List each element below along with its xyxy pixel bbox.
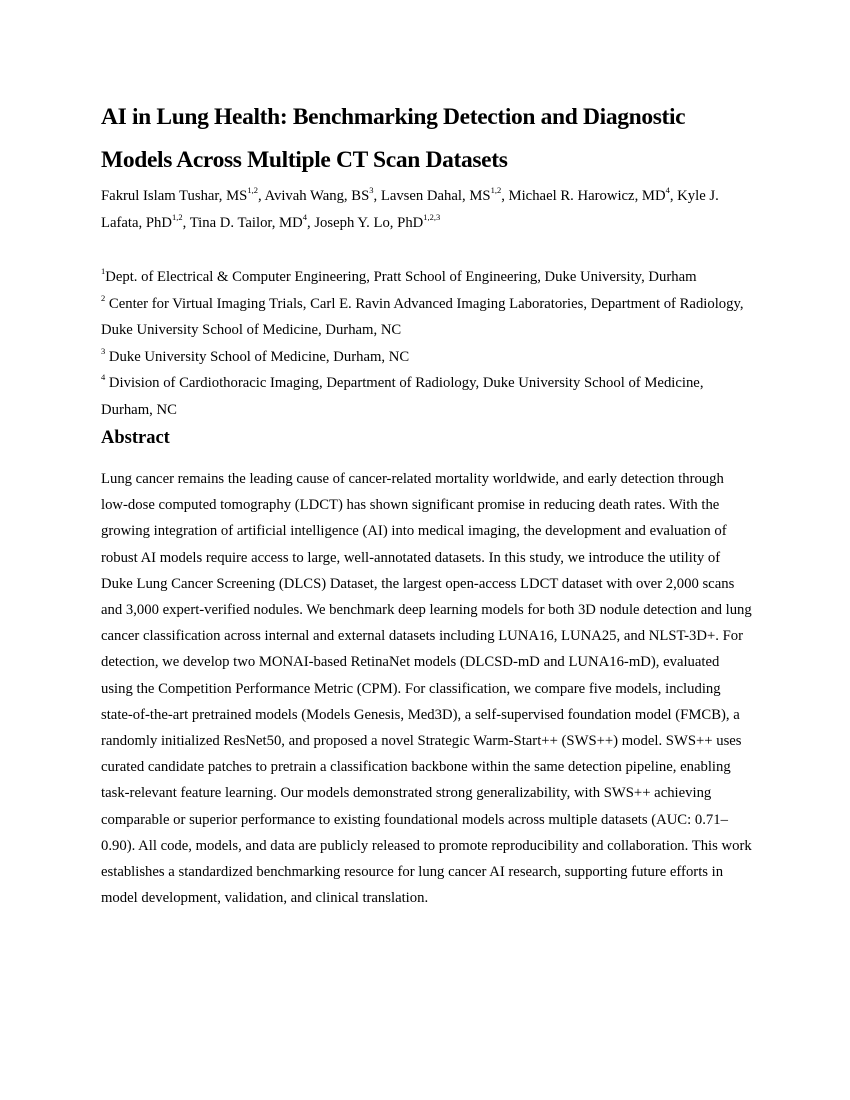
affiliation-list — [101, 264, 751, 423]
abstract-heading: Abstract — [101, 428, 170, 448]
affiliation-mark: 3 — [101, 345, 106, 356]
affiliation-text: Duke University School of Medicine, Durham, NC — [105, 348, 410, 365]
author: Avivah Wang, $BS^3$, — [264, 185, 381, 204]
author-affiliation-mark: 4 — [302, 211, 307, 222]
author: Lavsen Dahal, MS$^{1,2}$, — [380, 185, 509, 204]
author-affiliation-mark: 3 — [369, 185, 374, 196]
affiliation-text: Center for Virtual Imaging Trials, Carl E. Ravin Advanced Imaging Laboratories, Department of Radiology, Duke University School of Medicine, Durham, NC — [101, 295, 744, 338]
affiliation-mark: 2 — [101, 292, 106, 303]
abstract-text: Lung cancer remains the leading cause of cancer-related mortality worldwide, and early detection through low-dose computed tomography (LDCT) has shown significant promise in reducing death rates. With the growing integration of artificial intelligence (AI) into medical imaging, the development and evaluation of robust AI models require access to large, well-annotated datasets. In this study, we introduce the utility of Duke Lung Cancer Screening (DLCS) Dataset, the largest open-access LDCT dataset with over 2,000 scans and 3,000 expert-verified nodules. We benchmark deep learning models for both 3D nodule detection and lung cancer classification across internal and external datasets including LUNA16, LUNA25, and NLST-3D+. For detection, we develop two MONAI-based RetinaNet models (DLCSD-mD and LUNA16-mD), evaluated using the Competition Performance Metric (CPM). For classification, we compare five models, including state-of-the-art pretrained models (Models Genesis, Med3D), a self-supervised foundation model (FMCB), a randomly initialized ResNet50, and proposed a novel Strategic Warm-Start++ (SWS++) model. SWS++ uses curated candidate patches to pretrain a classification backbone within the same detection pipeline, enabling task-relevant feature learning. Our models demonstrated strong generalizability, with SWS++ achieving comparable or superior performance to existing foundational models across multiple datasets (AUC: 0.71–0.90). All code, models, and data are publicly released to promote reproducibility and collaboration. This work establishes a standardized benchmarking resource for lung cancer AI research, supporting future efforts in model development, validation, and clinical translation. — [101, 471, 752, 907]
author-affiliation-mark: 1,2,3 — [423, 211, 441, 222]
author-affiliation-mark: 1,2 — [171, 211, 183, 222]
author: Michael R. Harowicz, $MD^4$, — [508, 185, 678, 204]
author-affiliation-mark: 1,2 — [247, 185, 258, 196]
affiliation-item — [101, 291, 751, 344]
author-list — [101, 183, 751, 236]
affiliation-item — [101, 370, 751, 423]
affiliation-text: Division of Cardiothoracic Imaging, Department of Radiology, Duke University School of Medicine, Durham, NC — [101, 375, 704, 418]
author: Joseph Y. Lo, PhD$^{1,2,3}$ — [314, 211, 441, 231]
author-affiliation-mark: 1,2 — [490, 185, 502, 196]
affiliation-mark: 4 — [101, 372, 106, 383]
affiliation-mark: 1 — [101, 266, 106, 277]
author: Kyle J. Lafata, PhD$^{1,2}$, — [101, 188, 719, 231]
author: Tina D. Tailor, $MD^4$, — [189, 211, 315, 231]
affiliation-item — [101, 344, 751, 371]
affiliation-item — [101, 264, 751, 291]
author: Fakrul Islam Tushar, MS$^{1,2}$, — [101, 185, 265, 204]
author-affiliation-mark: 4 — [665, 185, 670, 196]
affiliation-text: Dept. of Electrical & Computer Engineering, Pratt School of Engineering, Duke University, Durham — [105, 269, 697, 285]
paper-title: AI in Lung Health: Benchmarking Detection and Diagnostic Models Across Multiple CT Scan Datasets — [101, 104, 686, 173]
